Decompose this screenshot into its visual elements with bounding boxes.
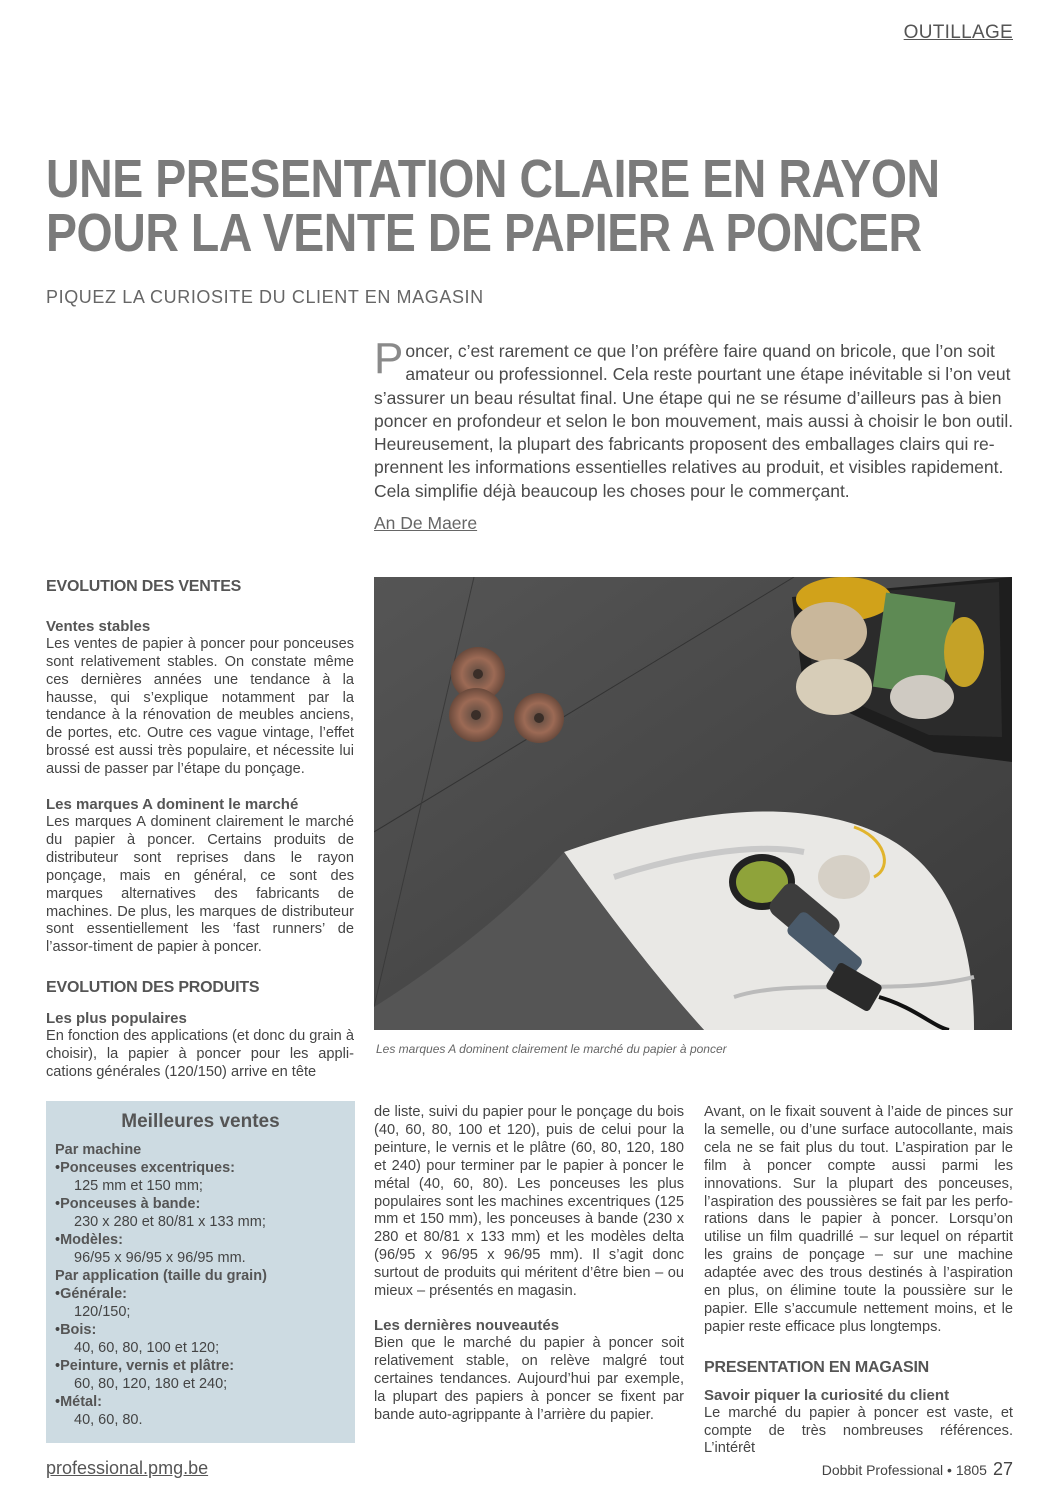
- article-title: [46, 149, 940, 263]
- subheading-plus-populaires: Les plus populaires: [46, 1010, 187, 1028]
- sidebar-group-application: Par application (taille du grain): [55, 1268, 267, 1284]
- sidebar-item: •Peinture, vernis et plâtre: 60, 80, 120, 180 et 240;: [55, 1358, 235, 1392]
- sidebar-title: Meilleures ventes: [121, 1111, 280, 1132]
- subheading-marques-a: Les marques A dominent le marché: [46, 796, 299, 814]
- title-line-1: UNE PRESENTATION CLAIRE EN RAYON: [46, 149, 940, 209]
- photo-caption: Les marques A dominent clairement le marché du papier à poncer: [376, 1042, 727, 1056]
- middle-column: [374, 1104, 684, 1424]
- magazine-issue: Dobbit Professional • 1805: [821, 1462, 987, 1478]
- paragraph-plus-populaires: En fonction des applications (et donc du grain à choisir), la papier à poncer pour les appli-cations générales (120/150) arrive en tête: [46, 1028, 354, 1080]
- section-tag[interactable]: OUTILLAGE: [903, 22, 1013, 43]
- sidebar-item: •Ponceuses excentriques: 125 mm et 150 mm;: [55, 1160, 235, 1194]
- sidebar-item: •Métal: 40, 60, 80.: [55, 1394, 143, 1428]
- paragraph-aspiration: Avant, on le fixait souvent à l’aide de pinces sur la semelle, ou d’une surface autocollante, mais cela ne se fait plus du tout. L’aspiration par le film à poncer compte aussi parmi les innovations. Sur la plupart des ponceuses, l’aspiration des poussières se fait par les perfo-rations dans le papier à poncer. Lorsqu’on utilise un film quadrillé – sur lequel on répartit les grains de ponçage – sur une machine adaptée avec des trous destinés à l’aspiration en plus, on élimine toute la poussière sur le papier. Elle s’accumule nettement moins, et le papier reste efficace plus longtemps.: [704, 1104, 1013, 1335]
- right-column: [704, 1104, 1013, 1458]
- intro-paragraph: [374, 334, 1014, 503]
- article-photo: [374, 577, 1012, 1030]
- subheading-nouveautes: Les dernières nouveautés: [374, 1316, 560, 1334]
- dust-mask: [818, 855, 870, 899]
- left-column: [46, 578, 354, 1082]
- author-link[interactable]: An De Maere: [374, 513, 478, 533]
- page-number: 27: [992, 1459, 1013, 1479]
- subheading-curiosite: Savoir piquer la curiosité du client: [704, 1386, 950, 1404]
- footer-publication: [822, 1459, 1013, 1480]
- paragraph-nouveautes: Bien que le marché du papier à poncer soit relativement stable, on relève malgré tout certaines tendances. Aujourd’hui par exemple, la plupart des papiers à poncer se fixent par bande auto-agrippante à l’arrière du papier.: [374, 1334, 684, 1423]
- heading-evolution-produits: EVOLUTION DES PRODUITS: [46, 979, 260, 997]
- footer-website-link[interactable]: professional.pmg.be: [46, 1458, 209, 1478]
- article-subtitle: PIQUEZ LA CURIOSITE DU CLIENT EN MAGASIN: [46, 287, 484, 307]
- paragraph-ventes-stables: Les ventes de papier à poncer pour ponceuses sont relativement stables. On constate même ces dernières années une tendance à la hausse, qui s’explique notamment par la tendance à la rénovation de meubles anciens, de portes, etc. Outre ces vague vintage, l’effet brossé est aussi très populaire, et nécessite lui aussi de passer par l’étape du ponçage.: [46, 635, 354, 778]
- subheading-ventes-stables: Ventes stables: [46, 617, 151, 635]
- heading-presentation-magasin: PRESENTATION EN MAGASIN: [704, 1358, 930, 1376]
- paragraph-curiosite: Le marché du papier à poncer est vaste, et compte de très nombreuses références. L’intérêt: [704, 1404, 1013, 1457]
- sidebar-item: •Ponceuses à bande: 230 x 280 et 80/81 x 133 mm;: [55, 1196, 266, 1230]
- sidebar-best-sellers: [46, 1101, 355, 1443]
- title-line-2: POUR LA VENTE DE PAPIER A PONCER: [46, 203, 922, 263]
- paragraph-liste: de liste, suivi du papier pour le ponçage du bois (40, 60, 80, 100 et 120), puis de celui pour la peinture, le vernis et le plâtre (60, 80, 120, 180 et 240) pour terminer par le papier à poncer le métal (40, 60, 80). Les ponceuses les plus populaires sont les machines excentriques (125 mm et 150 mm), les ponceuses à bande (230 x 280 et 80/81 x 133 mm) et les modèles delta (96/95 x 96/95 x 96/95 mm). Il s’agit donc surtout de produits qui méritent d’être bien – ou mieux – présentés en magasin.: [374, 1104, 684, 1300]
- drop-cap: P: [374, 334, 404, 383]
- sidebar-group-machine: Par machine: [55, 1142, 142, 1158]
- sidebar-item: •Générale: 120/150;: [55, 1286, 131, 1320]
- intro-text: oncer, c’est rarement ce que l’on préfère faire quand on bricole, que l’on soit amateur ou professionnel. Cela reste pourtant une étape inévitable si l’on veut s’assurer un beau résultat final. Une étape qui ne se résume d’ailleurs pas à bien poncer en profondeur et selon le bon mouvement, mais aussi à choisir le bon outil. Heureusement, la plupart des fabricants proposent des emballages clairs qui re-prennent les informations essentielles relatives au produit, et visibles rapidement. Cela simplifie déjà beaucoup les choses pour le commerçant.: [374, 341, 1014, 501]
- heading-evolution-ventes: EVOLUTION DES VENTES: [46, 578, 242, 595]
- paragraph-marques-a: Les marques A dominent clairement le marché du papier à poncer. Certains produits de distributeur sont reprises dans le rayon ponçage, mais en général, ce sont des marques alternatives des fabricants de machines. De plus, les marques de distributeur sont essentiellement les ‘fast runners’ de l’assor-timent de papier à poncer.: [46, 813, 354, 956]
- sidebar-item: •Modèles: 96/95 x 96/95 x 96/95 mm.: [55, 1232, 246, 1266]
- sidebar-item: •Bois: 40, 60, 80, 100 et 120;: [55, 1322, 220, 1356]
- photo-illustration: [374, 577, 1012, 1030]
